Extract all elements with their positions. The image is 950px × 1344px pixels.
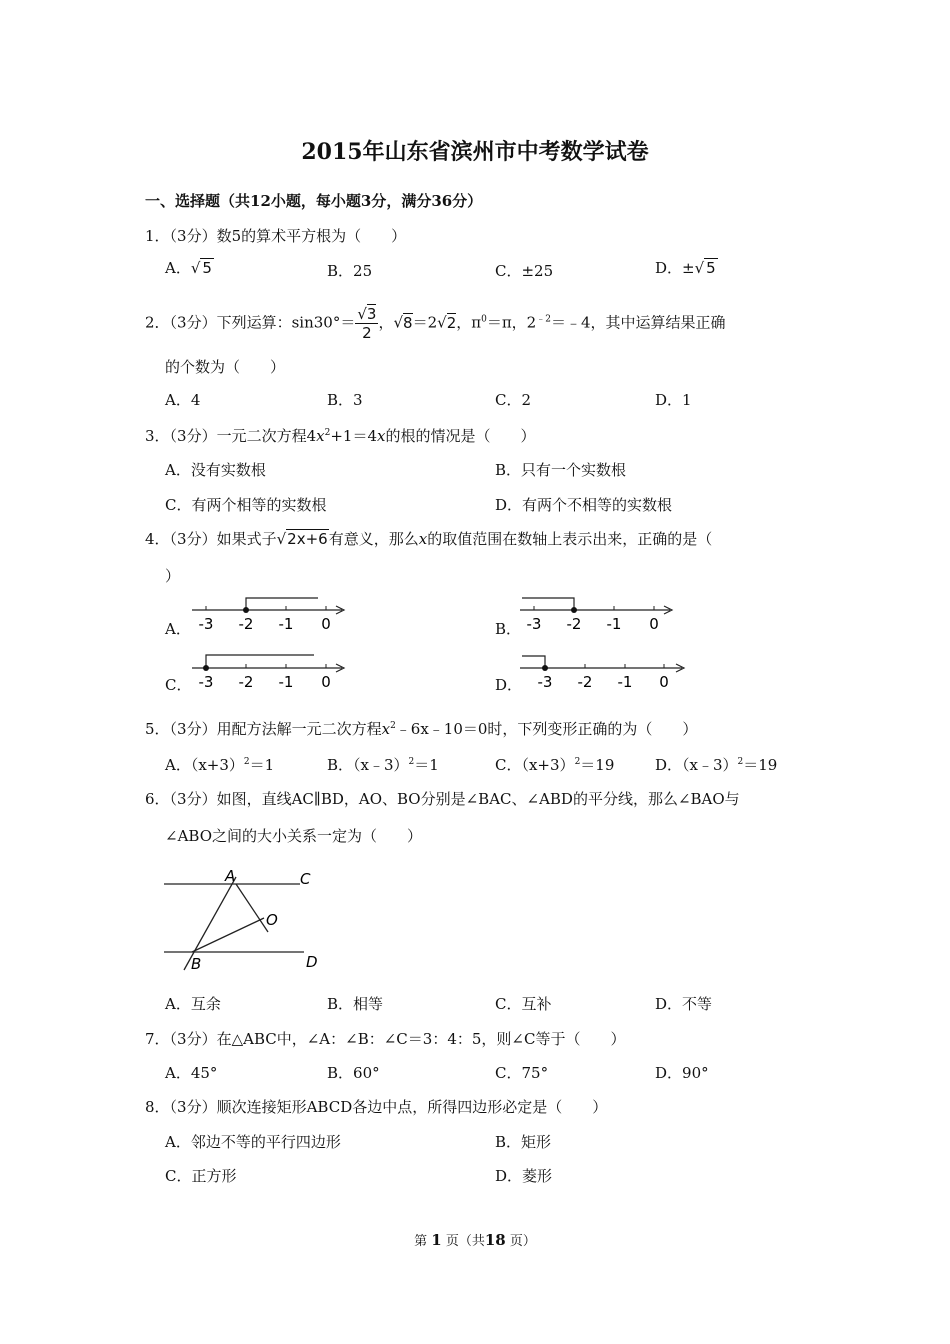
q8-option-d: D．菱形 bbox=[495, 1167, 553, 1185]
q6-option-c: C．互补 bbox=[495, 995, 552, 1013]
q3-text: +1＝4 bbox=[330, 427, 377, 445]
q2-text: ＝﹣4，其中运算结果正确 bbox=[550, 313, 726, 332]
page-number: 1 bbox=[431, 1231, 442, 1249]
tick-label: -3 bbox=[198, 673, 214, 691]
question-6-line1: 6．（3分）如图，直线AC∥BD，AO、BO分别是∠BAC、∠ABD的平分线，那么∠BAO与 bbox=[145, 790, 740, 808]
q3-option-a: A．没有实数根 bbox=[165, 461, 266, 479]
option-label: A． bbox=[165, 259, 191, 277]
sqrt-expression: √ 5 bbox=[190, 259, 212, 277]
tick-label: -2 bbox=[566, 615, 582, 633]
tick-label: -3 bbox=[526, 615, 542, 633]
question-7-stem: 7．（3分）在△ABC中，∠A：∠B：∠C＝3：4：5，则∠C等于（ ） bbox=[145, 1030, 626, 1048]
q2-text: ＝2 bbox=[412, 313, 438, 332]
q7-option-d: D．90° bbox=[655, 1064, 709, 1082]
q2-text: ，π bbox=[456, 313, 482, 332]
option-text: B．（x﹣3） bbox=[327, 756, 409, 774]
question-5-stem bbox=[145, 718, 697, 739]
option-text: ＝19 bbox=[580, 756, 615, 774]
q1-option-d bbox=[655, 257, 718, 278]
q6-option-b: B．相等 bbox=[327, 995, 384, 1013]
q5-option-b bbox=[327, 754, 439, 775]
radicand: 2 bbox=[446, 313, 457, 332]
q1-option-a bbox=[165, 257, 214, 278]
fraction-numerator: 3 bbox=[366, 305, 377, 323]
page-footer bbox=[0, 1230, 950, 1249]
q3-option-b: B．只有一个实数根 bbox=[495, 461, 627, 479]
superscript: 2 bbox=[737, 757, 744, 767]
question-4-line2: ） bbox=[165, 567, 181, 585]
q7-option-b: B．60° bbox=[327, 1064, 380, 1082]
fraction-denominator: 2 bbox=[362, 324, 372, 342]
sqrt-expression: √ 5 bbox=[694, 259, 716, 277]
radicand: 5 bbox=[202, 259, 212, 277]
question-8-stem: 8．（3分）顺次连接矩形ABCD各边中点，所得四边形必定是（ ） bbox=[145, 1098, 608, 1116]
tick-label: -2 bbox=[238, 615, 254, 633]
option-text: D．（x﹣3） bbox=[655, 756, 738, 774]
q6-option-a: A．互余 bbox=[165, 995, 221, 1013]
superscript: 2 bbox=[243, 757, 250, 767]
tick-label: -3 bbox=[198, 615, 214, 633]
fraction: $\frac{√3}{2}$ bbox=[357, 305, 377, 342]
footer-text: 页（共 bbox=[445, 1234, 485, 1249]
option-label: D．± bbox=[655, 259, 695, 277]
q2-option-a: A．4 bbox=[165, 391, 201, 409]
variable: x bbox=[381, 720, 391, 738]
q8-option-b: B．矩形 bbox=[495, 1133, 552, 1151]
question-1-stem: 1．（3分）数5的算术平方根为（ ） bbox=[145, 227, 407, 245]
number-line-c bbox=[190, 652, 350, 692]
radicand: 5 bbox=[706, 259, 716, 277]
q4-text: 的取值范围在数轴上表示出来，正确的是（ bbox=[427, 530, 713, 548]
superscript: 2 bbox=[390, 721, 396, 731]
q6-geometry-figure bbox=[160, 862, 330, 977]
q7-option-c: C．75° bbox=[495, 1064, 549, 1082]
q2-option-b: B．3 bbox=[327, 391, 363, 409]
number-line-a bbox=[190, 596, 350, 636]
q4-option-b-label: B． bbox=[495, 620, 522, 638]
q6-option-d: D．不等 bbox=[655, 995, 713, 1013]
q5-text: ﹣6x﹣10＝0时，下列变形正确的为（ ） bbox=[395, 720, 698, 738]
variable: x bbox=[418, 530, 428, 548]
superscript: 0 bbox=[481, 314, 487, 325]
label-point-b: B bbox=[191, 955, 202, 973]
option-text: A．（x+3） bbox=[165, 756, 244, 774]
q2-text: ＝π，2 bbox=[486, 313, 537, 332]
tick-label: 0 bbox=[321, 615, 331, 633]
section-heading: 一、选择题（共12小题，每小题3分，满分36分） bbox=[145, 192, 483, 210]
page-title: 2015年山东省滨州市中考数学试卷 bbox=[301, 139, 649, 165]
q7-option-a: A．45° bbox=[165, 1064, 218, 1082]
label-point-a: A bbox=[225, 867, 236, 885]
number-line-d bbox=[518, 652, 688, 692]
q4-text: 4．（3分）如果式子 bbox=[145, 530, 277, 548]
tick-label: -1 bbox=[278, 615, 294, 633]
q5-option-d bbox=[655, 754, 777, 775]
question-4-stem: 4．（3分）如果式子√2x+6有意义，那么x的取值范围在数轴上表示出来，正确的是（ bbox=[145, 530, 713, 548]
label-point-d: D bbox=[306, 953, 318, 971]
q4-text: 有意义，那么 bbox=[328, 530, 419, 548]
tick-label: -2 bbox=[577, 673, 593, 691]
radicand: 8 bbox=[403, 313, 413, 332]
q3-option-d: D．有两个不相等的实数根 bbox=[495, 496, 673, 514]
q2-text: 2．（3分）下列运算：sin30°＝ bbox=[145, 313, 356, 332]
tick-label: -1 bbox=[606, 615, 622, 633]
footer-text: 第 bbox=[414, 1234, 428, 1249]
option-text: ＝1 bbox=[249, 756, 275, 774]
q3-text: 3．（3分）一元二次方程4 bbox=[145, 427, 317, 445]
superscript: 2 bbox=[324, 428, 331, 438]
q1-option-b: B．25 bbox=[327, 262, 373, 280]
option-text: C．（x+3） bbox=[495, 756, 575, 774]
q5-text: 5．（3分）用配方法解一元二次方程 bbox=[145, 720, 382, 738]
q3-option-c: C．有两个相等的实数根 bbox=[165, 496, 327, 514]
number-line-b bbox=[518, 596, 678, 636]
variable: x bbox=[316, 427, 325, 445]
label-point-c: C bbox=[300, 870, 311, 888]
question-3-stem bbox=[145, 425, 535, 446]
q4-option-c-label: C． bbox=[165, 676, 192, 694]
footer-text: 页） bbox=[509, 1234, 536, 1249]
total-pages: 18 bbox=[484, 1231, 506, 1249]
option-text: ＝19 bbox=[743, 756, 778, 774]
question-2-line2: 的个数为（ ） bbox=[165, 358, 286, 376]
q8-option-a: A．邻边不等的平行四边形 bbox=[165, 1133, 341, 1151]
tick-label: 0 bbox=[659, 673, 669, 691]
tick-label: -1 bbox=[617, 673, 633, 691]
q8-option-c: C．正方形 bbox=[165, 1167, 237, 1185]
radicand: 2x+6 bbox=[287, 530, 328, 548]
question-2-stem: 2．（3分）下列运算：sin30°＝ $\frac{√3}{2}$ ，√8＝2√2，$\pi^0=\pi$，$2^{﹣2}=﹣4$，其中运算结果正确 bbox=[145, 305, 726, 342]
superscript: 2 bbox=[574, 757, 581, 767]
question-6-line2: ∠ABO之间的大小关系一定为（ ） bbox=[165, 827, 423, 845]
superscript: ﹣2 bbox=[536, 314, 551, 325]
tick-label: -3 bbox=[537, 673, 553, 691]
q2-option-c: C．2 bbox=[495, 391, 532, 409]
q2-text: ， bbox=[378, 313, 394, 332]
q5-option-c bbox=[495, 754, 614, 775]
q3-text: 的根的情况是（ ） bbox=[385, 427, 536, 445]
tick-label: 0 bbox=[321, 673, 331, 691]
tick-label: -2 bbox=[238, 673, 254, 691]
superscript: 2 bbox=[408, 757, 415, 767]
tick-label: -1 bbox=[278, 673, 294, 691]
q4-option-a-label: A． bbox=[165, 620, 191, 638]
q2-option-d: D．1 bbox=[655, 391, 692, 409]
variable: x bbox=[377, 427, 386, 445]
q1-option-c: C．±25 bbox=[495, 262, 554, 280]
q4-option-d-label: D． bbox=[495, 676, 523, 694]
option-text: ＝1 bbox=[414, 756, 439, 774]
label-point-o: O bbox=[266, 911, 278, 929]
tick-label: 0 bbox=[649, 615, 659, 633]
q5-option-a bbox=[165, 754, 274, 775]
